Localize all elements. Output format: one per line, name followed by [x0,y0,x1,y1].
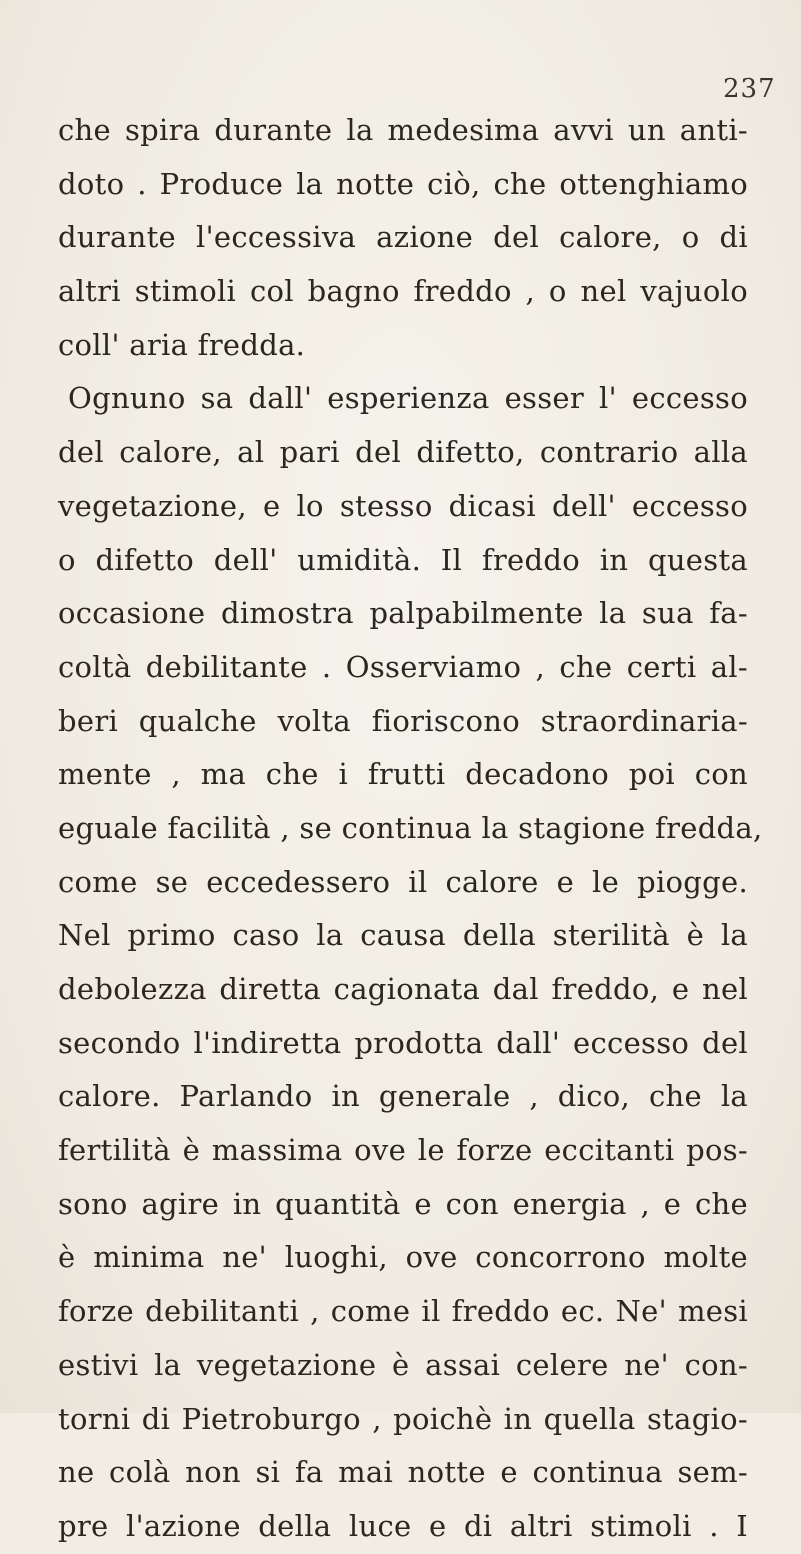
text-line: forze debilitanti , come il freddo ec. Ne' mesi [58,1294,748,1329]
text-line: secondo l'indiretta prodotta dall' eccesso del [58,1025,748,1060]
text-line: estivi la vegetazione è assai celere ne' con- [58,1347,748,1382]
text-line: fertilità è massima ove le forze eccitanti pos- [58,1133,748,1168]
text-line: pre l'azione della luce e di altri stimoli . I [58,1508,748,1543]
text-line: coltà debilitante . Osserviamo , che certi al- [58,649,748,684]
text-line: coll' aria fredda. [58,327,306,362]
text-line: mente , ma che i frutti decadono poi con [58,757,748,792]
text-line: ne colà non si fa mai notte e continua sem- [58,1455,748,1490]
text-line: debolezza diretta cagionata dal freddo, e nel [58,972,748,1006]
text-line: occasione dimostra palpabilmente la sua fa- [58,596,748,631]
text-line: Nel primo caso la causa della sterilità è la [58,918,748,953]
text-line: calore. Parlando in generale , dico, che la [58,1079,748,1114]
text-line: sono agire in quantità e con energia , e che [58,1186,748,1221]
text-line: durante l'eccessiva azione del calore, o di [58,220,748,255]
text-line: come se eccedessero il calore e le piogge. [58,864,748,899]
text-line: beri qualche volta fioriscono straordinaria- [58,703,748,738]
text-line: altri stimoli col bagno freddo , o nel vajuolo [58,274,748,309]
text-line: eguale facilità , se continua la stagione fredda, [58,810,763,845]
text-line: del calore, al pari del difetto, contrario alla [58,435,748,470]
text-line: doto . Produce la notte ciò, che ottenghiamo [58,166,748,201]
body-text [58,104,763,1554]
text-line: o difetto dell' umidità. Il freddo in questa [58,542,748,577]
text-line: torni di Pietroburgo , poichè in quella stagio- [58,1401,748,1436]
page-number: 237 [723,74,776,104]
text-line: vegetazione, e lo stesso dicasi dell' eccesso [58,488,748,523]
text-line: Ognuno sa dall' esperienza esser l' eccesso [68,381,748,416]
text-line: che spira durante la medesima avvi un anti- [58,113,748,147]
text-line: è minima ne' luoghi, ove concorrono molte [58,1240,748,1275]
